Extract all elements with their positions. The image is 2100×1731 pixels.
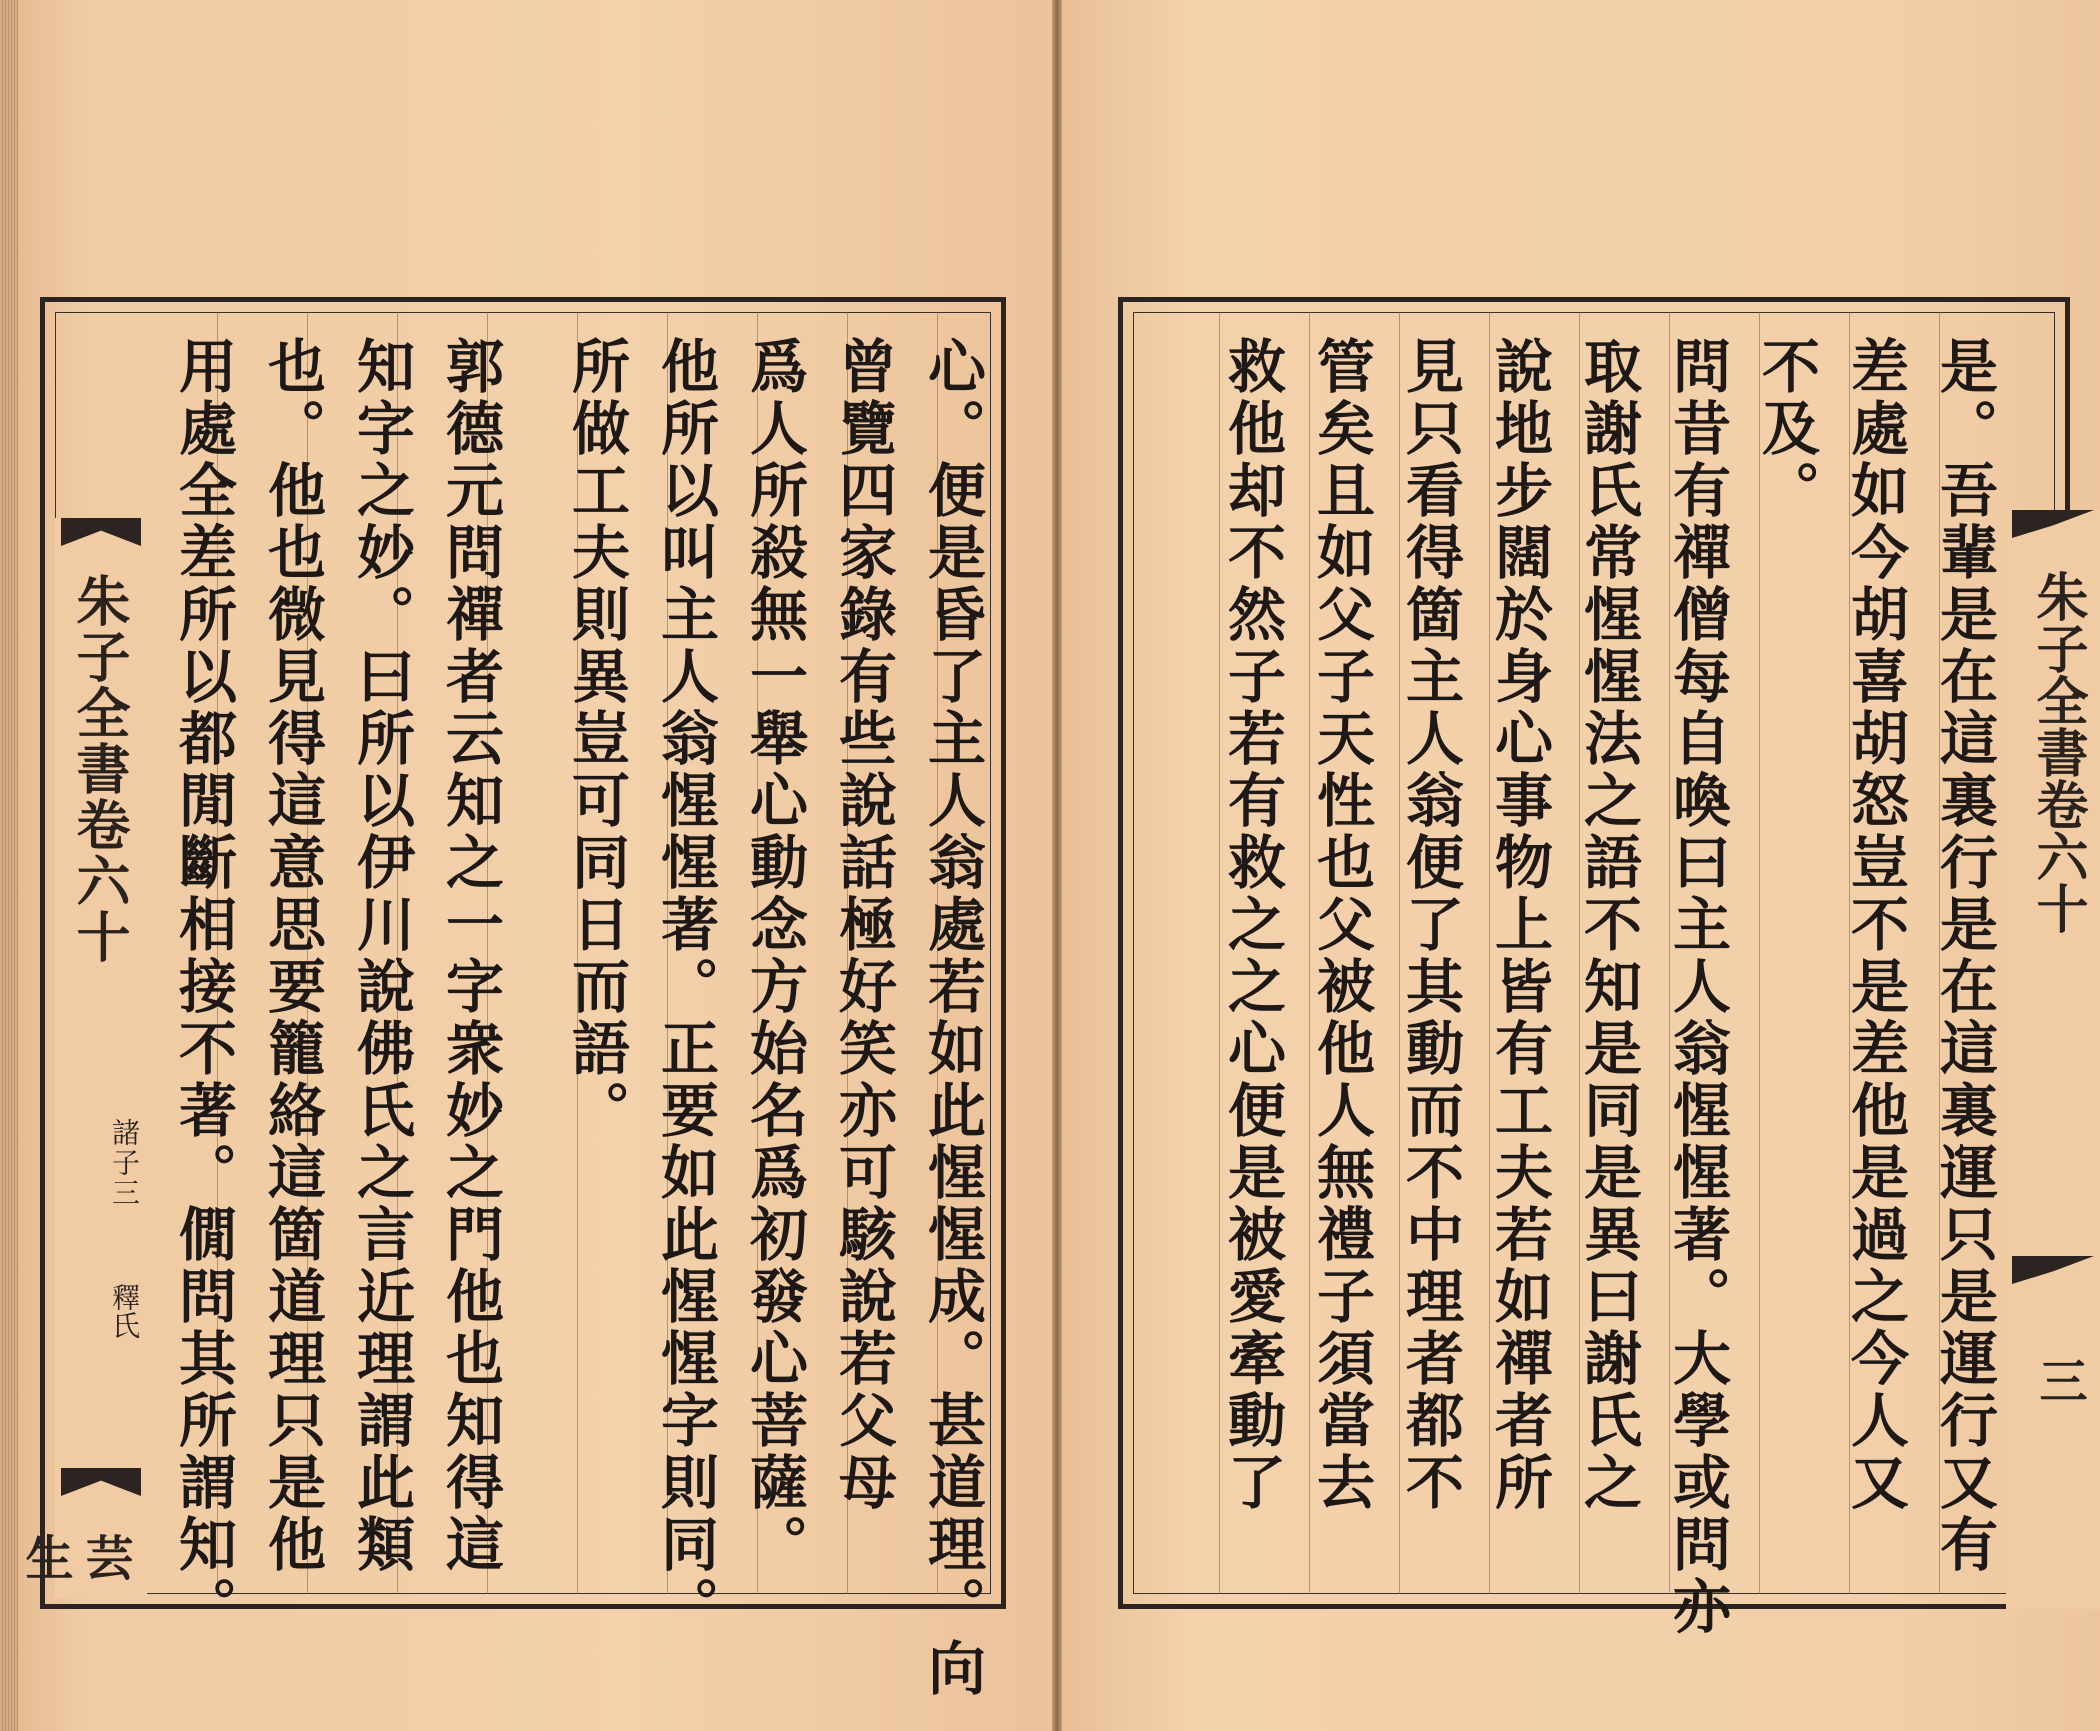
left-column-8: 也。他也微見得這意思要籠絡這箇道理只是他 <box>258 336 326 1576</box>
left-banxin <box>17 518 147 1598</box>
right-banxin-book-title: 朱子全書卷六十 <box>2027 570 2088 934</box>
right-column-4: 問昔有禪僧每自喚曰主人翁惺惺著。大學或問亦 <box>1663 336 1731 1638</box>
banxin-section: 諸子三 <box>108 1118 141 1208</box>
right-column-6: 說地步闊於身心事物上皆有工夫若如禪者所 <box>1485 336 1553 1514</box>
left-column-3: 爲人所殺無一舉心動念方始名爲初發心菩薩。 <box>740 336 808 1576</box>
right-column-7: 見只看得箇主人翁便了其動而不中理者都不 <box>1396 336 1464 1514</box>
right-column-5: 取謝氏常惺惺法之語不知是同是異曰謝氏之 <box>1574 336 1642 1514</box>
right-fishtail-top <box>2012 510 2094 538</box>
left-column-7: 知字之妙。曰所以伊川說佛氏之言近理謂此類 <box>347 336 415 1576</box>
right-column-3: 不及。 <box>1752 336 1820 522</box>
right-column-1: 是。吾輩是在這裏行是在這裏運只是運行又有 <box>1930 336 1998 1576</box>
right-page-frame <box>1118 297 2070 1638</box>
banxin-chapter: 釋氏 <box>108 1283 141 1339</box>
page-edges <box>0 0 18 1731</box>
left-column-9: 用處全差所以都閒斷相接不著。僩問其所謂知。 <box>169 336 237 1638</box>
left-column-1: 心。便是昏了主人翁處若如此惺惺成。甚道理。向 <box>918 336 986 1700</box>
right-fishtail-bottom <box>2012 1256 2094 1284</box>
right-column-9: 救他却不然子若有救之之心便是被愛牽動了 <box>1218 336 1286 1514</box>
fishtail-mark-top <box>61 518 141 546</box>
page-number: 三 <box>2031 1356 2087 1404</box>
left-page-frame <box>17 297 1006 1700</box>
banxin-book-title: 朱子全書卷六十 <box>68 573 132 965</box>
right-banxin <box>2006 510 2100 1609</box>
left-column-2: 曾覽四家錄有些說話極好笑亦可駭說若父母 <box>829 336 897 1514</box>
fishtail-mark-bottom <box>61 1468 141 1496</box>
right-column-8: 管矣且如父子天性也父被他人無禮子須當去 <box>1307 336 1375 1514</box>
binding-gutter <box>1052 0 1062 1731</box>
left-column-6: 郭德元問禪者云知之一字衆妙之門他也知得這 <box>436 336 504 1576</box>
right-column-2: 差處如今胡喜胡怒豈不是差他是過之今人又 <box>1841 336 1909 1514</box>
left-column-4: 他所以叫主人翁惺惺著。正要如此惺惺字則同。 <box>651 336 719 1638</box>
left-column-5: 所做工夫則異豈可同日而語。 <box>562 336 630 1142</box>
banxin-printer-mark: 芸生 <box>17 1533 133 1581</box>
